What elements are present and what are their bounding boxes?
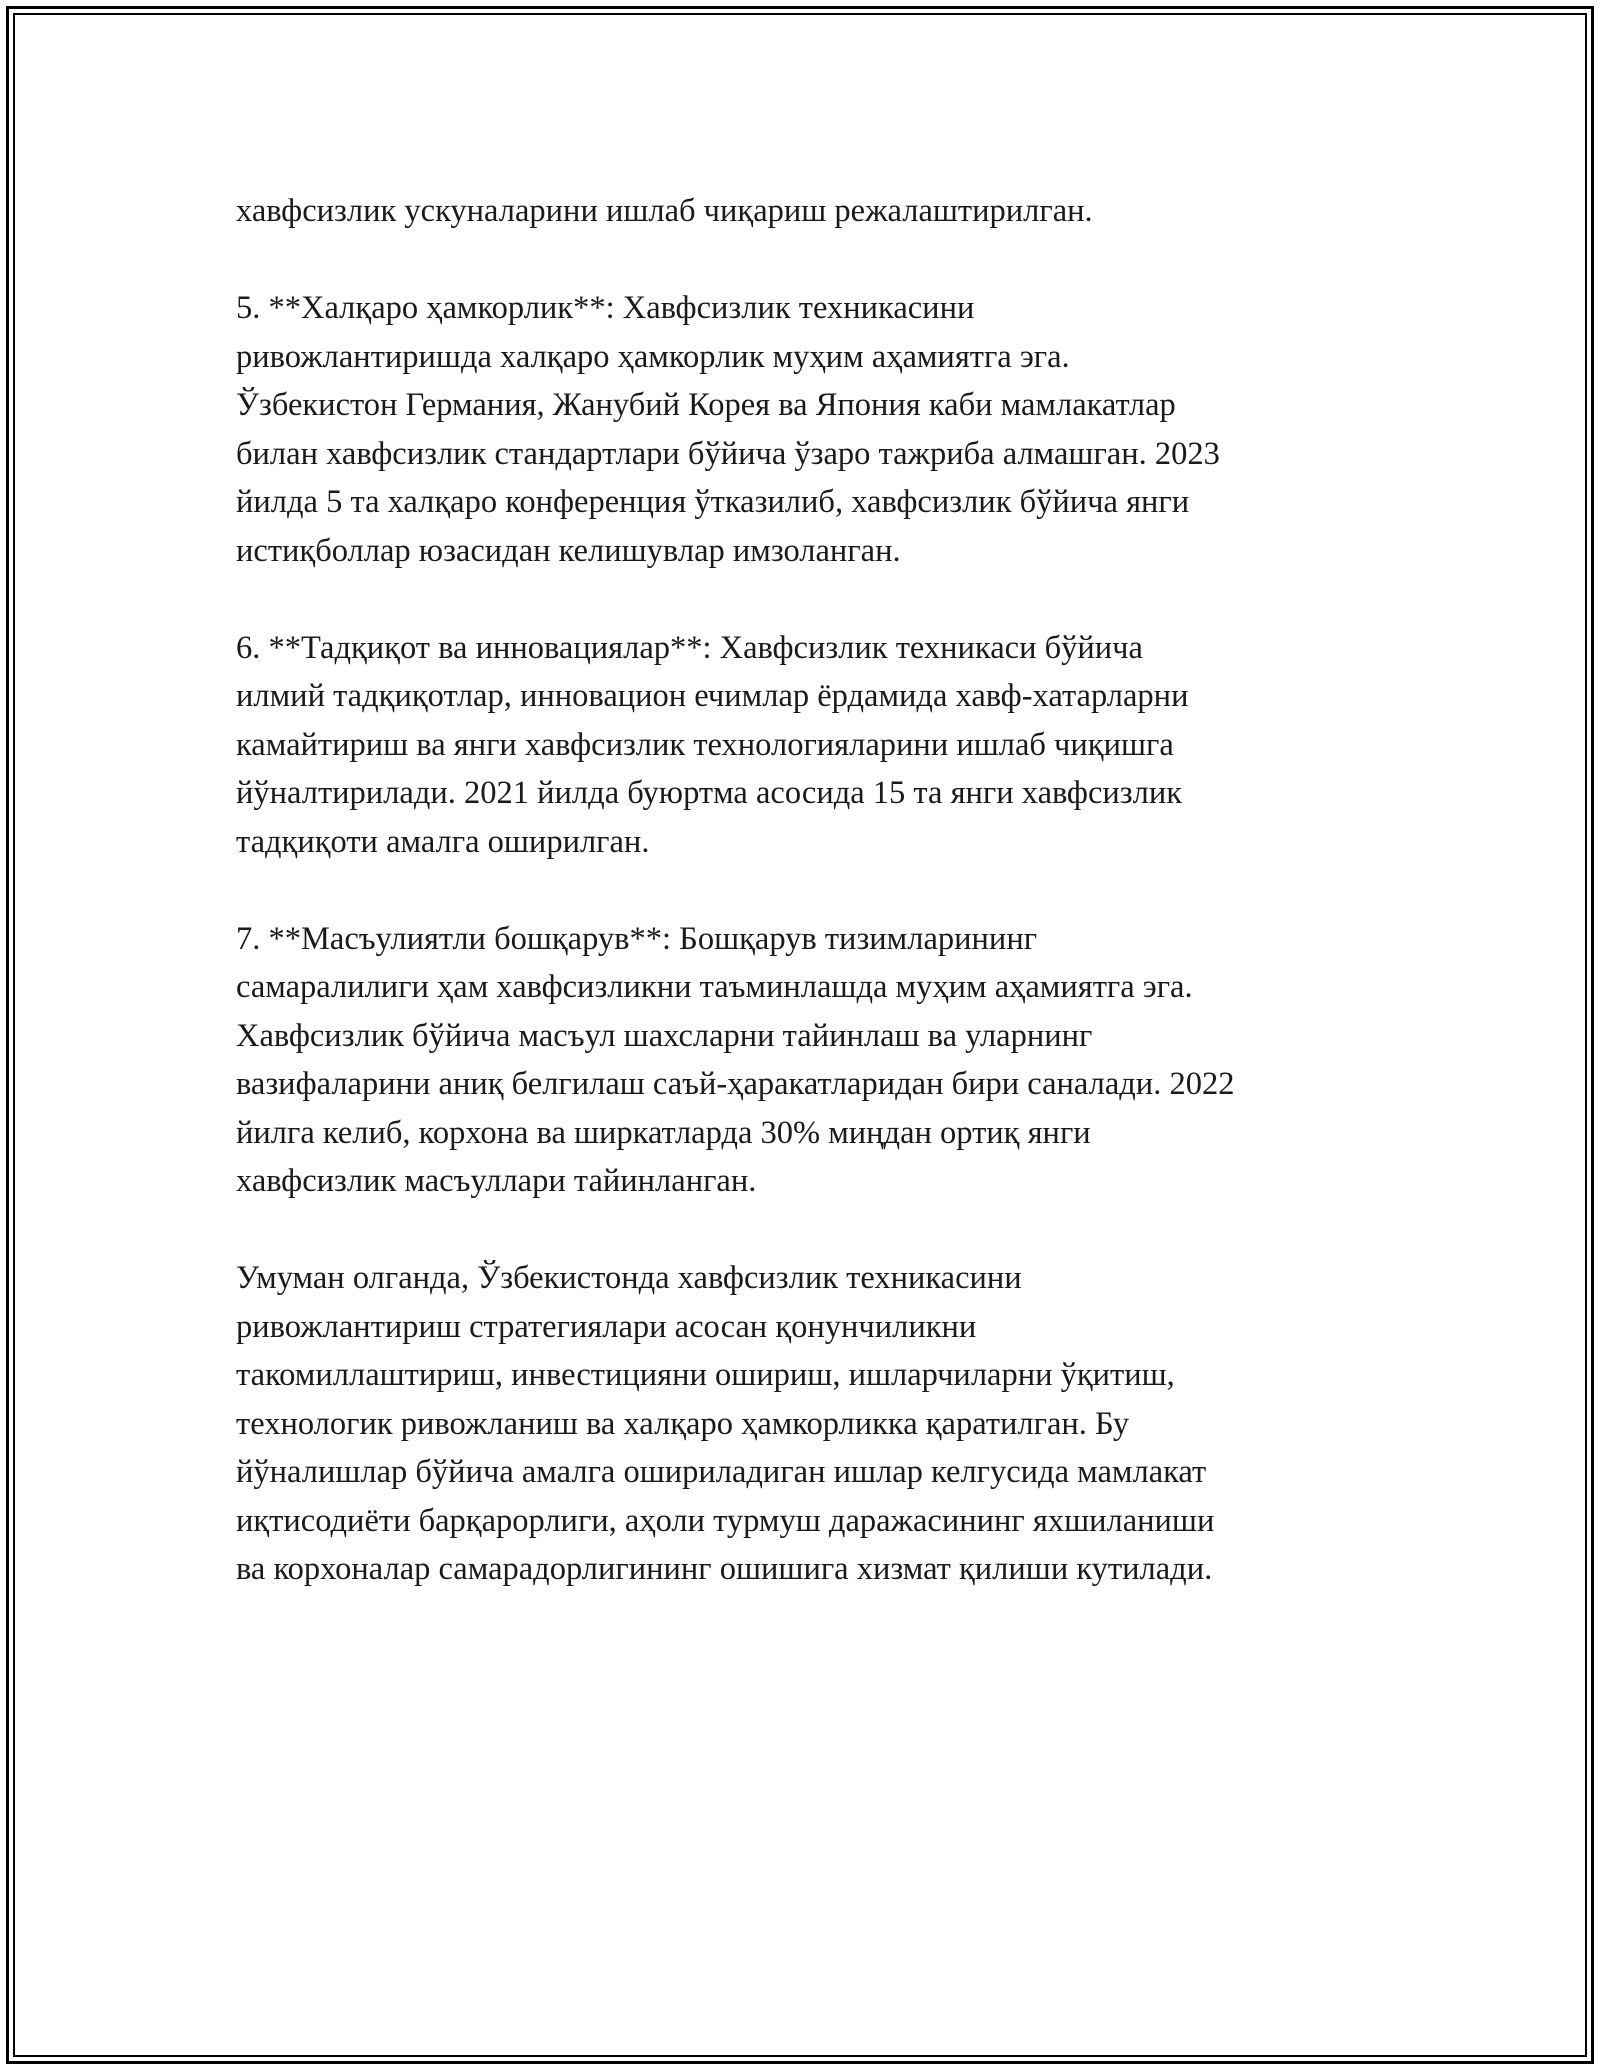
text-line: тадқиқоти амалга оширилган. <box>236 823 650 860</box>
text-line: йўналтирилади. 2021 йилда буюртма асосида 15 та янги хавфсизлик <box>236 775 1183 811</box>
text-line: такомиллаштириш, инвестицияни ошириш, ишларчиларни ўқитиш, <box>236 1357 1175 1393</box>
text-line: ва корхоналар самарадорлигининг ошишига хизмат қилиши кутилади. <box>236 1551 1213 1587</box>
paragraph-continuation <box>236 187 1376 236</box>
text-line: йилга келиб, корхона ва ширкатларда 30% миңдан ортиқ янги <box>236 1114 1091 1151</box>
document-body <box>236 187 1376 1594</box>
paragraph-international-cooperation <box>236 284 1376 575</box>
text-line: 5. **Халқаро ҳамкорлик**: Хавфсизлик техникасини <box>236 290 975 326</box>
text-line: Хавфсизлик бўйича масъул шахсларни тайинлаш ва уларнинг <box>236 1017 1093 1054</box>
text-line: билан хавфсизлик стандартлари бўйича ўзаро тажриба алмашган. 2023 <box>236 435 1220 472</box>
text-line: хавфсизлик ускуналарини ишлаб чиқариш режалаштирилган. <box>236 193 1093 229</box>
text-line: ривожлантиришда халқаро ҳамкорлик муҳим аҳамиятга эга. <box>236 338 1070 375</box>
text-line: камайтириш ва янги хавфсизлик технологияларини ишлаб чиқишга <box>236 726 1174 763</box>
text-line: йўналишлар бўйича амалга ошириладиган ишлар келгусида мамлакат <box>236 1454 1207 1490</box>
text-line: вазифаларини аниқ белгилаш саъй-ҳаракатларидан бири саналади. 2022 <box>236 1066 1235 1102</box>
text-line: ривожлантириш стратегиялари асосан қонунчиликни <box>236 1308 977 1345</box>
paragraph-conclusion <box>236 1254 1376 1594</box>
text-line: самаралилиги ҳам хавфсизликни таъминлашда муҳим аҳамиятга эга. <box>236 969 1193 1005</box>
text-line: 6. **Тадқиқот ва инновациялар**: Хавфсизлик техникаси бўйича <box>236 629 1143 666</box>
text-line: технологик ривожланиш ва халқаро ҳамкорликка қаратилган. Бу <box>236 1405 1130 1442</box>
text-line: хавфсизлик масъуллари тайинланган. <box>236 1163 757 1199</box>
text-line: илмий тадқиқотлар, инновацион ечимлар ёрдамида хавф-хатарларни <box>236 678 1189 714</box>
text-line: 7. **Масъулиятли бошқарув**: Бошқарув тизимларининг <box>236 920 1038 957</box>
text-line: иқтисодиёти барқарорлиги, аҳоли турмуш даражасининг яхшиланиши <box>236 1502 1215 1539</box>
text-line: истиқболлар юзасидан келишувлар имзоланган. <box>236 532 901 569</box>
text-line: Ўзбекистон Германия, Жанубий Корея ва Япония каби мамлакатлар <box>236 387 1176 423</box>
paragraph-responsible-management <box>236 915 1376 1206</box>
text-line: Умуман олганда, Ўзбекистонда хавфсизлик техникасини <box>236 1260 1022 1296</box>
text-line: йилда 5 та халқаро конференция ўтказилиб, хавфсизлик бўйича янги <box>236 484 1190 520</box>
paragraph-research-innovation <box>236 624 1376 867</box>
